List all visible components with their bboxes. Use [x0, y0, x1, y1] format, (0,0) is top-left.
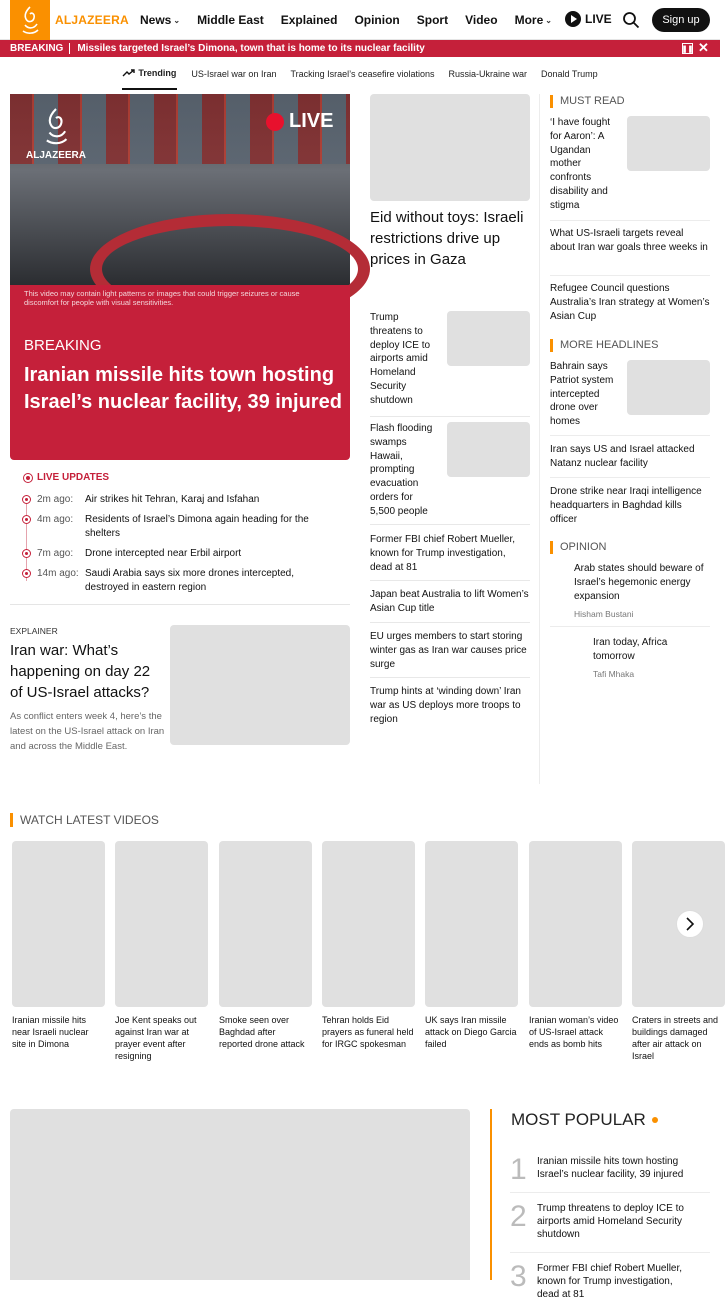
- update-text[interactable]: Saudi Arabia says six more drones intercepted, destroyed in eastern region: [85, 568, 294, 593]
- explainer-summary: As conflict enters week 4, here’s the latest on the US-Israel attack on Iran and across the Middle East.: [10, 711, 165, 752]
- nav-sport[interactable]: Sport: [416, 13, 449, 27]
- trending-arrow-icon: [123, 69, 135, 77]
- live-label: LIVE: [585, 12, 612, 26]
- main-nav: [140, 0, 569, 40]
- video-thumbnail[interactable]: [12, 841, 105, 1007]
- video-caption[interactable]: Tehran holds Eid prayers as funeral held for IRGC spokesman: [322, 1015, 414, 1049]
- live-badge: LIVE: [266, 110, 333, 133]
- divider: [550, 220, 710, 221]
- bullet-icon: [22, 549, 31, 558]
- update-time: 14m ago:: [37, 568, 79, 579]
- story-link[interactable]: EU urges members to start storing winter gas as Iran war causes price surge: [370, 631, 527, 670]
- video-caption[interactable]: UK says Iran missile attack on Diego Garcia failed: [425, 1015, 517, 1049]
- hero-card[interactable]: [10, 285, 350, 460]
- video-card[interactable]: [12, 841, 105, 1050]
- must-read-item[interactable]: What US-Israeli targets reveal about Iran war goals three weeks in: [550, 228, 708, 253]
- story-image[interactable]: [627, 116, 710, 171]
- opinion-headline[interactable]: Iran today, Africa tomorrow: [593, 637, 668, 662]
- story-image[interactable]: [627, 360, 710, 415]
- video-channel-logo: ALJAZEERA: [26, 104, 86, 161]
- hero-headline[interactable]: Iranian missile hits town hosting Israel’s nuclear facility, 39 injured: [24, 364, 342, 413]
- close-icon[interactable]: ✕: [698, 40, 709, 55]
- divider: [370, 580, 530, 581]
- pause-icon[interactable]: ❚❚: [682, 43, 693, 54]
- story-image[interactable]: [447, 311, 530, 366]
- video-card[interactable]: [529, 841, 622, 1050]
- site-header: [0, 0, 720, 40]
- bullet-icon: [22, 569, 31, 578]
- live-link[interactable]: [565, 11, 612, 27]
- live-updates-label[interactable]: LIVE UPDATES: [23, 472, 109, 483]
- nav-middle-east[interactable]: Middle East: [197, 13, 264, 27]
- headline-item[interactable]: Drone strike near Iraqi intelligence headquarters in Baghdad kills officer: [550, 486, 702, 525]
- rank-number: 2: [510, 1200, 527, 1233]
- live-update-item[interactable]: [22, 493, 342, 507]
- update-time: 7m ago:: [37, 548, 74, 559]
- live-updates-list: [22, 493, 342, 601]
- divider: [550, 477, 710, 478]
- update-time: 2m ago:: [37, 494, 74, 505]
- video-thumbnail[interactable]: [219, 841, 312, 1007]
- story-image[interactable]: [447, 422, 530, 477]
- video-card[interactable]: [632, 841, 720, 1062]
- divider: [370, 416, 530, 417]
- update-text[interactable]: Drone intercepted near Erbil airport: [85, 548, 242, 559]
- divider: [550, 275, 710, 276]
- live-update-item[interactable]: [22, 513, 342, 541]
- story-headline[interactable]: Flash flooding swamps Hawaii, prompting evacuation orders for 5,500 people: [370, 423, 433, 517]
- breaking-label: BREAKING: [10, 43, 70, 54]
- bottom-feature-image[interactable]: [10, 1109, 470, 1280]
- video-caption[interactable]: Joe Kent speaks out against Iran war at prayer event after resigning: [115, 1015, 197, 1061]
- opinion-heading: OPINION: [550, 541, 606, 554]
- most-popular-heading: MOST POPULAR: [511, 1110, 658, 1130]
- video-card[interactable]: [219, 841, 312, 1050]
- must-read-feature[interactable]: [550, 116, 710, 216]
- opinion-author[interactable]: Hisham Bustani: [574, 609, 634, 619]
- more-headlines-feature[interactable]: [550, 360, 710, 430]
- trending-item[interactable]: Tracking Israel’s ceasefire violations: [290, 68, 435, 79]
- video-thumbnail[interactable]: [322, 841, 415, 1007]
- nav-explained[interactable]: Explained: [280, 13, 338, 27]
- video-caption[interactable]: Iranian missile hits near Israeli nuclear site in Dimona: [12, 1015, 89, 1049]
- sign-up-button[interactable]: Sign up: [652, 8, 710, 32]
- videos-heading: WATCH LATEST VIDEOS: [10, 813, 159, 827]
- update-text[interactable]: Air strikes hit Tehran, Karaj and Isfahan: [85, 494, 260, 505]
- must-read-item[interactable]: Refugee Council questions Australia’s Iran strategy at Women’s Asian Cup: [550, 283, 710, 322]
- breaking-text[interactable]: Missiles targeted Israel’s Dimona, town that is home to its nuclear facility: [77, 43, 425, 54]
- play-icon: [565, 11, 581, 27]
- divider: [10, 604, 350, 605]
- chevron-right-icon: [685, 917, 695, 931]
- live-ring-icon: [23, 473, 33, 483]
- story-link[interactable]: Trump hints at ‘winding down’ Iran war as US deploys more troops to region: [370, 686, 521, 725]
- trending-item[interactable]: US-Israel war on Iran: [191, 68, 277, 79]
- divider: [550, 626, 710, 627]
- nav-opinion[interactable]: Opinion: [354, 13, 400, 27]
- video-thumbnail[interactable]: [529, 841, 622, 1007]
- explainer-headline[interactable]: Iran war: What’s happening on day 22 of US-Israel attacks?: [10, 642, 151, 701]
- aljazeera-logo[interactable]: [10, 0, 50, 40]
- live-update-item[interactable]: [22, 567, 342, 595]
- breaking-news-bar[interactable]: [0, 40, 720, 57]
- aljazeera-logo-icon: [39, 104, 73, 148]
- explainer-tag: EXPLAINER: [10, 626, 58, 636]
- feature-headline[interactable]: Eid without toys: Israeli restrictions drive up prices in Gaza: [370, 209, 524, 268]
- divider: [510, 1192, 710, 1193]
- most-popular-headline[interactable]: Iranian missile hits town hosting Israel’s nuclear facility, 39 injured: [537, 1156, 684, 1180]
- live-update-item[interactable]: [22, 547, 342, 561]
- story-card[interactable]: [370, 422, 530, 522]
- more-headlines-heading: MORE HEADLINES: [550, 339, 658, 352]
- carousel-next-button[interactable]: [676, 910, 704, 938]
- most-popular-headline[interactable]: Former FBI chief Robert Mueller, known for Trump investigation, dead at 81: [537, 1263, 683, 1300]
- nav-news[interactable]: News ⌄: [140, 13, 181, 27]
- aljazeera-logo-icon: [17, 5, 43, 35]
- chevron-down-icon: ⌄: [545, 15, 552, 25]
- nav-more[interactable]: More ⌄: [514, 13, 552, 27]
- column-divider: [539, 94, 540, 784]
- divider: [510, 1252, 710, 1253]
- video-thumbnail[interactable]: [425, 841, 518, 1007]
- video-card[interactable]: [425, 841, 518, 1050]
- trending-label: Trending: [122, 57, 177, 90]
- headline-item[interactable]: Iran says US and Israel attacked Natanz nuclear facility: [550, 444, 695, 469]
- search-icon[interactable]: [622, 11, 640, 29]
- story-link[interactable]: Japan beat Australia to lift Women’s Asian Cup title: [370, 589, 529, 614]
- bullet-icon: [22, 495, 31, 504]
- video-caption[interactable]: Craters in streets and buildings damaged after air attack on Israel: [632, 1015, 719, 1061]
- chevron-down-icon: ⌄: [173, 15, 181, 25]
- hero-kicker: BREAKING: [24, 337, 102, 354]
- explainer-image[interactable]: [170, 625, 350, 745]
- rank-number: 3: [510, 1260, 527, 1293]
- story-link[interactable]: Former FBI chief Robert Mueller, known for Trump investigation, dead at 81: [370, 534, 516, 573]
- rank-number: 1: [510, 1153, 527, 1186]
- video-thumbnail[interactable]: [115, 841, 208, 1007]
- divider: [370, 677, 530, 678]
- story-headline[interactable]: Trump threatens to deploy ICE to airports amid Homeland Security shutdown: [370, 312, 431, 406]
- video-caption[interactable]: Smoke seen over Baghdad after reported drone attack: [219, 1015, 305, 1049]
- live-dot-icon: [266, 113, 284, 131]
- logo-wordmark[interactable]: ALJAZEERA: [55, 13, 129, 27]
- divider: [370, 622, 530, 623]
- most-popular-headline[interactable]: Trump threatens to deploy ICE to airports amid Homeland Security shutdown: [537, 1203, 684, 1240]
- divider: [370, 524, 530, 525]
- most-popular-accent: [490, 1109, 492, 1280]
- story-headline[interactable]: Bahrain says Patriot system intercepted drone over homes: [550, 361, 614, 428]
- live-video-player[interactable]: [10, 94, 350, 285]
- update-text[interactable]: Residents of Israel’s Dimona again heading for the shelters: [85, 514, 309, 539]
- story-card[interactable]: [370, 311, 530, 421]
- accent-dot-icon: [652, 1117, 658, 1123]
- opinion-author[interactable]: Tafi Mhaka: [593, 669, 635, 679]
- update-time: 4m ago:: [37, 514, 74, 525]
- opinion-headline[interactable]: Arab states should beware of Israel’s hegemonic energy expansion: [574, 563, 704, 602]
- trending-item[interactable]: Russia-Ukraine war: [448, 68, 528, 79]
- trending-item[interactable]: Donald Trump: [541, 68, 598, 79]
- story-headline[interactable]: ‘I have fought for Aaron’: A Ugandan mother confronts disability and stigma: [550, 117, 611, 211]
- video-card[interactable]: [115, 841, 208, 1062]
- seizure-warning: This video may contain light patterns or images that could trigger seizures or cause discomfort for people with visual sensitivities.: [24, 289, 300, 307]
- trending-bar: [0, 57, 720, 90]
- bullet-icon: [22, 515, 31, 524]
- video-caption[interactable]: Iranian woman’s video of US-Israel attack ends as bomb hits: [529, 1015, 619, 1049]
- divider: [550, 435, 710, 436]
- nav-video[interactable]: Video: [465, 13, 498, 27]
- feature-image[interactable]: [370, 94, 530, 201]
- must-read-heading: MUST READ: [550, 95, 625, 108]
- video-card[interactable]: [322, 841, 415, 1050]
